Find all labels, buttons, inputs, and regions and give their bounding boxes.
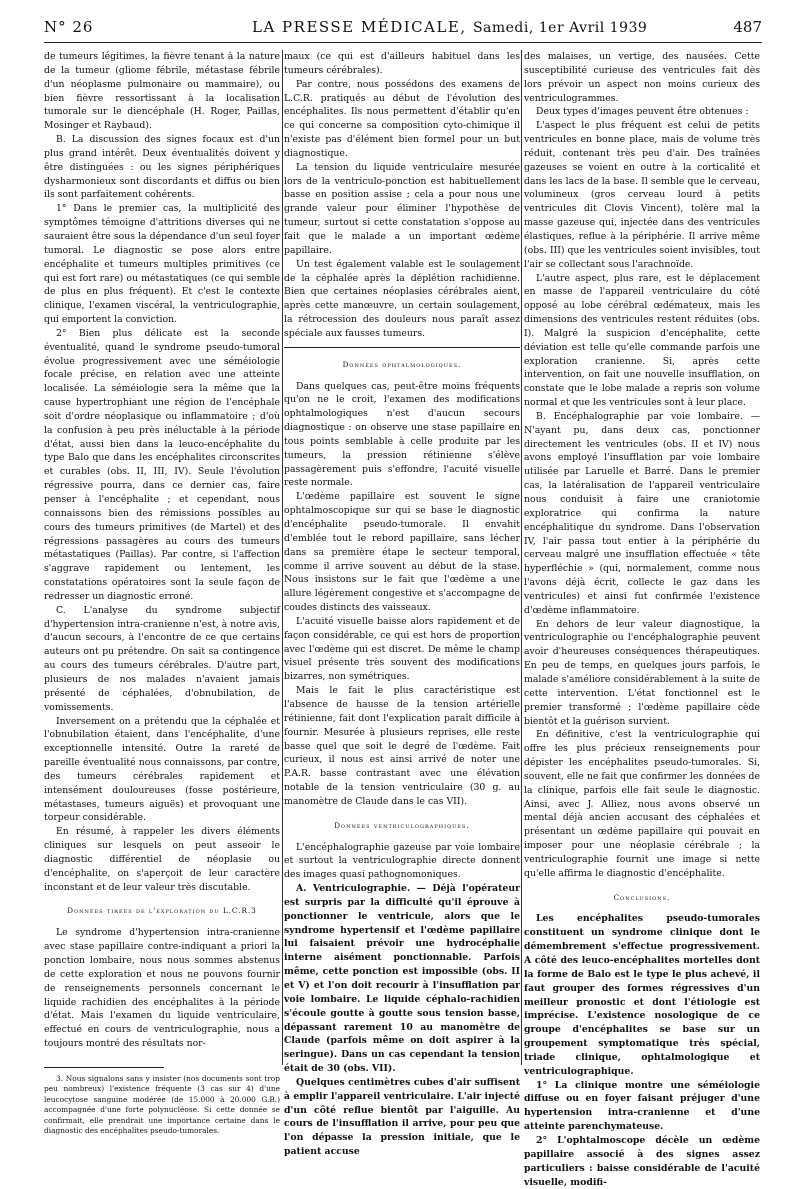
paragraph: C. L'analyse du syndrome subjectif d'hypertension intra-cranienne n'est, à notre avis, d'aucun secours, à l'encontre de ce que certains auteurs ont pu prétendre. On sait sa contingence au cours des tumeurs cérébrales. D'autre part, plusieurs de nos malades n'avaient jamais présenté de céphalées, d'obnubilation, de vomissements. (44, 604, 280, 713)
paragraph: En dehors de leur valeur diagnostique, la ventriculographie ou l'encéphalographie peuvent avoir d'heureuses conséquences thérapeutiques. En peu de temps, en quelques jours parfois, le malade s'améliore considérablement à la suite de cette intervention. L'état fonctionnel est le premier transformé ; l'œdème papillaire cède bientôt et la guérison survient. (524, 618, 760, 727)
paragraph: Inversement on a prétendu que la céphalée et l'obnubilation étaient, dans l'encéphalite, d'une exceptionnelle intensité. Outre la rareté de pareille éventualité nous connaissons, par contre, des tumeurs cérébrales rapidement et intensément douloureuses (fosse postérieure, métastases, tumeurs aiguës) et provoquant une torpeur considérable. (44, 715, 280, 824)
footnote-rule (44, 1067, 164, 1068)
paragraph: 2° Bien plus délicate est la seconde éventualité, quand le syndrome pseudo-tumoral évolue progressivement avec une séméiologie focale précise, en relation avec une atteinte localisée. La séméiologie sera la même que la cause hypertrophiant une région de l'encéphale soit d'ordre néoplasique ou inflammatoire ; d'où la confusion à peu près inéluctable à la période d'état, aussi bien dans la leuco-encéphalite du type Balo que dans les encéphalites circonscrites et curables (obs. II, III, IV). Seule l'évolution régressive pourra, dans ce dernier cas, faire penser à l'encéphalite ; et cependant, nous connaissons bien des rémissions possibles au cours des tumeurs primitives (de Martel) et des régressions passagères au cours des tumeurs métastatiques (Paillas). Par contre, si l'affection s'aggrave rapidement ou lentement, les constatations opératoires sont la seule façon de redresser un diagnostic erroné. (44, 327, 280, 602)
paragraph: L'acuité visuelle baisse alors rapidement et de façon considérable, ce qui est hors de proportion avec l'œdème qui est discret. De même le champ visuel présente très souvent des modifications bizarres, non symétriques. (284, 615, 520, 683)
column-2 (284, 50, 520, 1159)
paragraph: Par contre, nous possédons des examens de L.C.R. pratiqués au début de l'évolution des encéphalites. Ils nous permettent d'établir qu'en ce qui concerne sa composition cyto-chimique il n'existe pas d'élément bien formel pour un but diagnostique. (284, 78, 520, 159)
paragraph: Deux types d'images peuvent être obtenues : (536, 106, 749, 118)
paragraph: 1° Dans le premier cas, la multiplicité des symptômes témoigne d'attritions diverses qui ne sauraient être sous la dépendance d'un seul foyer tumoral. Le diagnostic se pose alors entre encéphalite et tumeurs multiples primitives (ce qui est fort rare) ou métastatiques (ce qui semble de plus en plus fréquent). Et c'est le contexte clinique, l'examen viscéral, la ventriculographie, qui emportent la conviction. (44, 203, 280, 326)
column-1 (44, 50, 280, 1136)
issue-number: N° 26 (44, 18, 94, 36)
paragraph: Quelques centimètres cubes d'air suffisent à emplir l'appareil ventriculaire. L'air injecté d'un côté reflue bientôt par l'aiguille. Au cours de l'insufflation il arrive, pour peu que l'on dépasse la pression initiale, que le patient accuse (284, 1076, 520, 1158)
section-heading: Données ventriculographiques. (334, 820, 470, 830)
paragraph: 1° La clinique montre une séméiologie diffuse ou en foyer faisant préjuger d'une hypertension intra-cranienne et d'une atteinte parenchymateuse. (524, 1079, 760, 1133)
section-heading: Conclusions. (613, 892, 671, 902)
issue-date: Samedi, 1er Avril 1939 (472, 20, 648, 36)
paragraph: de tumeurs légitimes, la fièvre tenant à la nature de la tumeur (gliome fébrile, métastase fébrile d'un néoplasme pulmonaire ou mammaire), ou bien fièvre ressortissant à la localisation tumorale sur le diencéphale (H. Roger, Paillas, Mosinger et Raybaud). (44, 51, 280, 132)
paragraph: L'œdème papillaire est souvent le signe ophtalmoscopique sur qui se base le diagnostic d'encéphalite pseudo-tumorale. Il envahit d'emblée tout le rebord papillaire, sans lécher dans sa première étape le secteur temporal, comme il arrive souvent au début de la stase. Nous insistons sur le fait que l'œdème a une allure légèrement congestive et s'accompagne de coudes distincts des vaisseaux. (284, 491, 520, 614)
section-heading: Données ophtalmologiques. (342, 359, 462, 369)
paragraph: des malaises, un vertige, des nausées. Cette susceptibilité curieuse des ventricules fait dès lors prévoir un aspect non moins curieux des ventriculogrammes. (524, 51, 760, 104)
journal-name: LA PRESSE MÉDICALE, (252, 18, 467, 36)
column-3 (524, 50, 760, 1189)
column-divider (521, 50, 522, 1065)
paragraph: La tension du liquide ventriculaire mesurée lors de la ventriculo-ponction est habituellement basse en position assise ; cela a pour nous une grande valeur pour éliminer l'hypothèse de tumeur, surtout si cette constatation s'oppose au fait que le malade a un important œdème papillaire. (284, 161, 520, 256)
column-divider (282, 50, 283, 1065)
paragraph: 2° L'ophtalmoscope décèle un œdème papillaire associé à des signes assez particuliers : baisse considérable de l'acuité visuelle, modifi- (524, 1134, 760, 1188)
section-rule (284, 347, 520, 348)
page-header (44, 16, 762, 43)
paragraph: Dans quelques cas, peut-être moins fréquents qu'on ne le croit, l'examen des modifications ophtalmologiques n'est d'aucun secours diagnostique : on observe une stase papillaire en tous points semblable à celle produite par les tumeurs, la pression rétinienne s'élève passagèrement puis s'effondre, l'acuité visuelle reste normale. (284, 380, 520, 489)
paragraph: maux (ce qui est d'ailleurs habituel dans les tumeurs cérébrales). (284, 51, 520, 76)
footnote: 3. Nous signalons sans y insister (nos documents sont trop peu nombreux) l'existence fréquente (3 cas sur 4) d'une leucocytose sanguine modérée (de 15.000 à 20.000 G.B.) accompagnée d'une forte polynucléose. Si cette donnée se confirmait, elle prendrait une importance certaine dans le diagnostic des encéphalites pseudo-tumorales. (44, 1073, 280, 1135)
page-number: 487 (733, 18, 762, 36)
paragraph: B. La discussion des signes focaux est d'un plus grand intérêt. Deux éventualités doivent y être distinguées : ou les signes périphériques dysharmonieux sont discordants et diffus ou bien ils sont parfaitement cohérents. (44, 134, 280, 201)
paragraph: L'encéphalographie gazeuse par voie lombaire et surtout la ventriculographie directe donnent des images quasi pathognomoniques. (284, 841, 520, 881)
paragraph: Un test également valable est le soulagement de la céphalée après la déplétion rachidienne. Bien que certaines néoplasies cérébrales aient, après cette manœuvre, un certain soulagement, la rétrocession des douleurs nous paraît assez spéciale aux fausses tumeurs. (284, 258, 520, 339)
paragraph: En définitive, c'est la ventriculographie qui offre les plus précieux renseignements pour dépister les encéphalites pseudo-tumorales. Si, souvent, elle ne fait que confirmer les données de la clinique, parfois elle fait seule le diagnostic. Ainsi, avec J. Alliez, nous avons observé un mental déjà ancien accusant des céphalées et présentant un œdème papillaire qui pouvait en imposer pour une néoplasie cérébrale ; la ventriculographie fournit une image si nette qu'elle affirma le diagnostic d'encéphalite. (524, 729, 760, 879)
section-heading: Données tirées de l'exploration du L.C.R.3 (67, 906, 257, 916)
paragraph: Mais le fait le plus caractéristique est l'absence de hausse de la tension artérielle rétinienne, fait dont l'explication paraît difficile à fournir. Mesurée à plusieurs reprises, elle reste basse quel que soit le degré de l'œdème. Fait curieux, il nous est ainsi arrivé de noter une P.A.R. basse contrastant avec une élévation notable de la tension ventriculaire (30 g. au manomètre de Claude dans le cas VII). (284, 685, 520, 807)
paragraph: B. Encéphalographie par voie lombaire. — N'ayant pu, dans deux cas, ponctionner directement les ventricules (obs. II et IV) nous avons employé l'insufflation par voie lombaire utilisée par Laruelle et Barré. Dans le premier cas, la latéralisation de l'appareil ventriculaire nous conduisit à faire une craniotomie exploratrice qui confirma la nature encéphalitique du syndrome. Dans l'observation IV, l'air passa tout entier à la périphérie du cerveau malgré une insufflation effectuée « tête hyperfléchie » (qui, normalement, comme nous l'avons déjà écrit, collecte le gaz dans les ventricules) et ainsi fut confirmée l'existence d'œdème inflammatoire. (524, 410, 760, 616)
paragraph: Le syndrome d'hypertension intra-cranienne avec stase papillaire contre-indiquant a priori la ponction lombaire, nous nous sommes abstenus de cette exploration et nous ne pouvons fournir de renseignements personnels concernant le liquide rachidien des encéphalites à la période d'état. Mais l'examen du liquide ventriculaire, effectué en cours de ventriculographie, nous a toujours montré des résultats nor- (44, 927, 280, 1050)
paragraph: En résumé, à rappeler les divers éléments cliniques sur lesquels on peut asseoir le diagnostic différentiel de néoplasie ou d'encéphalite, on s'aperçoit de leur caractère inconstant et de leur valeur très discutable. (44, 826, 280, 893)
paragraph: L'autre aspect, plus rare, est le déplacement en masse de l'appareil ventriculaire du côté opposé au lobe cérébral œdémateux, mais les dimensions des ventricules restent réduites (obs. I). Malgré la suspicion d'encéphalite, cette déviation est telle qu'elle commande parfois une exploration cranienne. Si, après cette intervention, on fait une nouvelle insufflation, on constate que le lobe malade a repris son volume normal et que les ventricules sont à leur place. (524, 272, 760, 409)
paragraph: Les encéphalites pseudo-tumorales constituent un syndrome clinique dont le démembrement s'effectue progressivement. A côté des leuco-encéphalites mortelles dont la forme de Balo est le type le plus achevé, il faut grouper des formes régressives d'un meilleur pronostic et dont l'étiologie est imprécise. L'existence nosologique de ce groupe d'encéphalites se base sur un groupement symptomatique très spécial, triade clinique, ophtalmologique et ventriculographique. (524, 913, 760, 1077)
paragraph: L'aspect le plus fréquent est celui de petits ventricules en bonne place, mais de volume très réduit, contenant très peu d'air. Des traînées gazeuses se voient en outre à la corticalité et dans les lacs de la base. Il semble que le cerveau, volumineux (gros cerveau lourd à petits ventricules dit Clovis Vincent), tolère mal la masse gazeuse qui, injectée dans des ventricules élastiques, reflue à la périphérie. Il arrive même (obs. III) que les ventricules soient invisibles, tout l'air se collectant sous l'arachnoïde. (524, 120, 760, 270)
journal-title (252, 18, 647, 36)
paragraph: A. Ventriculographie. — Déjà l'opérateur est surpris par la difficulté qu'il éprouve à ponctionner le ventricule, alors que le syndrome hypertensif et l'œdème papillaire lui faisaient prévoir une hydrocéphalie interne aisément ponctionnable. Parfois même, cette ponction est impossible (obs. II et V) et l'on doit recourir à l'insufflation par voie lombaire. Le liquide céphalo-rachidien s'écoule goutte à goutte sous tension basse, dépassant rarement 10 au manomètre de Claude (parfois même on doit aspirer à la seringue). Dans un cas cependant la tension était de 30 (obs. VII). (284, 883, 520, 1075)
